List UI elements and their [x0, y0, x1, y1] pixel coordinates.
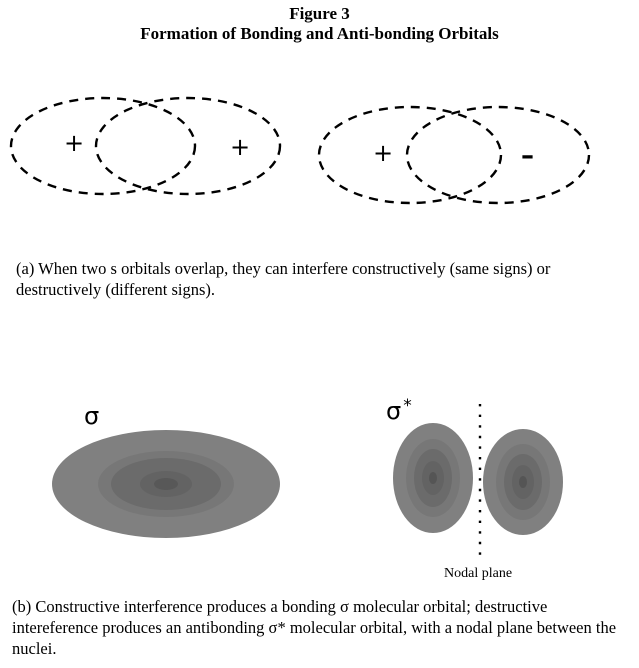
s-orbital-left	[319, 107, 501, 203]
destructive-overlap	[319, 107, 589, 203]
s-orbital-right	[407, 107, 589, 203]
sign-plus-left-destructive: +	[373, 139, 394, 167]
antibonding-lobe-right	[483, 429, 563, 535]
s-orbital-right	[96, 98, 280, 194]
figure-title: Formation of Bonding and Anti-bonding Orbitals	[140, 24, 499, 43]
sigma-label: σ	[84, 402, 100, 430]
sign-plus-left: +	[64, 129, 85, 157]
sign-minus-right: –	[521, 141, 534, 171]
caption-b: (b) Constructive interference produces a bonding σ molecular orbital; destructive intereference produces an antibonding σ* molecular orbital, with a nodal plane between the nuclei.	[12, 597, 617, 658]
caption-a: (a) When two s orbitals overlap, they can interfere constructively (same signs) or destructively (different signs).	[16, 259, 551, 299]
nodal-plane-label: Nodal plane	[444, 566, 513, 581]
antibonding-lobe-left	[393, 423, 473, 533]
sigma-star-symbol: σ	[386, 397, 402, 425]
figure-number: Figure 3	[289, 4, 350, 23]
s-orbital-left	[11, 98, 195, 194]
star-superscript: *	[403, 396, 412, 416]
bonding-sigma-orbital	[52, 430, 280, 538]
sigma-star-label	[386, 396, 412, 425]
sign-plus-right: +	[230, 133, 251, 161]
